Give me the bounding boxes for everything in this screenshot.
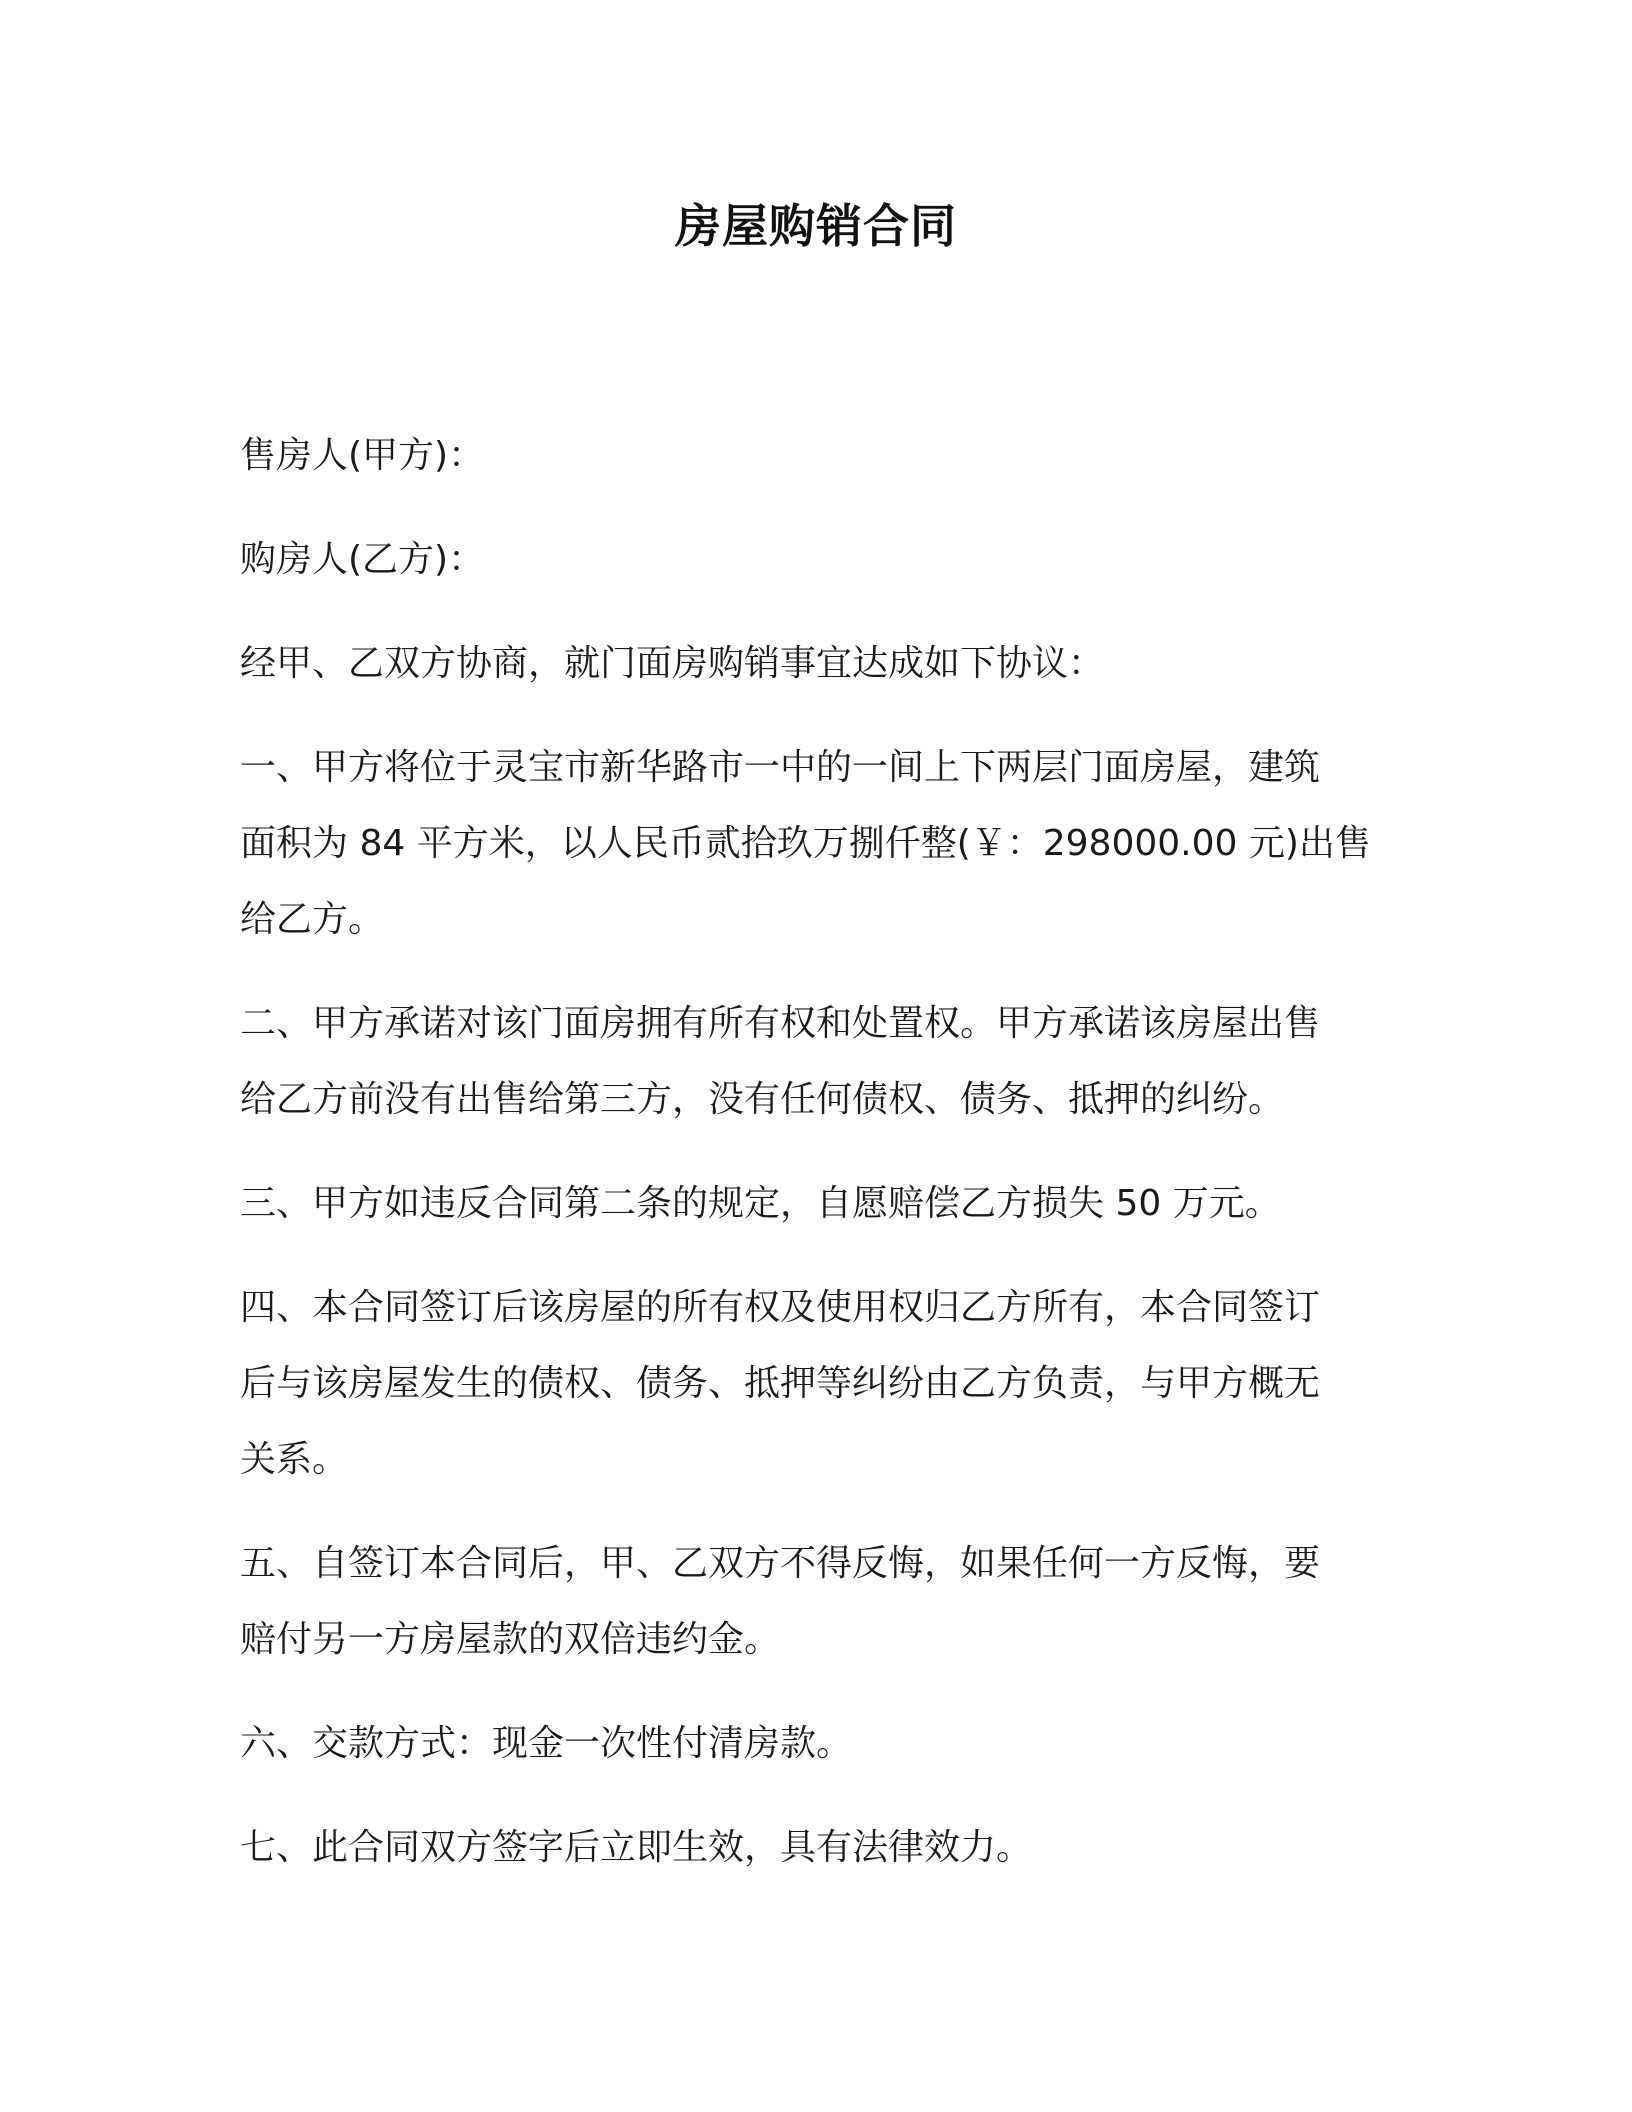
document-title: 房屋购销合同 bbox=[675, 199, 957, 253]
clause-3: 三、甲方如违反合同第二条的规定，自愿赔偿乙方损失 50 万元。 bbox=[240, 1183, 1281, 1224]
clause-5: 五、自签订本合同后，甲、乙双方不得反悔，如果任何一方反悔，要 赔付另一方房屋款的双倍违约金。 bbox=[240, 1543, 1321, 1660]
clause-7: 七、此合同双方签字后立即生效，具有法律效力。 bbox=[240, 1827, 1033, 1868]
clause-1: 一、甲方将位于灵宝市新华路市一中的一间上下两层门面房屋，建筑 面积为 84 平方米，以人民币贰拾玖万捌仟整(￥：298000.00 元)出售 给乙方。 bbox=[240, 747, 1371, 940]
clause-4: 四、本合同签订后该房屋的所有权及使用权归乙方所有，本合同签订 后与该房屋发生的债权、债务、抵押等纠纷由乙方负责，与甲方概无 关系。 bbox=[240, 1287, 1321, 1480]
buyer-line: 购房人(乙方)： bbox=[240, 539, 485, 580]
clause-6: 六、交款方式：现金一次性付清房款。 bbox=[240, 1723, 853, 1764]
intro-paragraph: 经甲、乙双方协商，就门面房购销事宜达成如下协议： bbox=[240, 643, 1105, 684]
clause-2: 二、甲方承诺对该门面房拥有所有权和处置权。甲方承诺该房屋出售 给乙方前没有出售给第三方，没有任何债权、债务、抵押的纠纷。 bbox=[240, 1003, 1321, 1120]
document-body bbox=[240, 418, 1390, 1914]
seller-line: 售房人(甲方)： bbox=[240, 435, 485, 476]
